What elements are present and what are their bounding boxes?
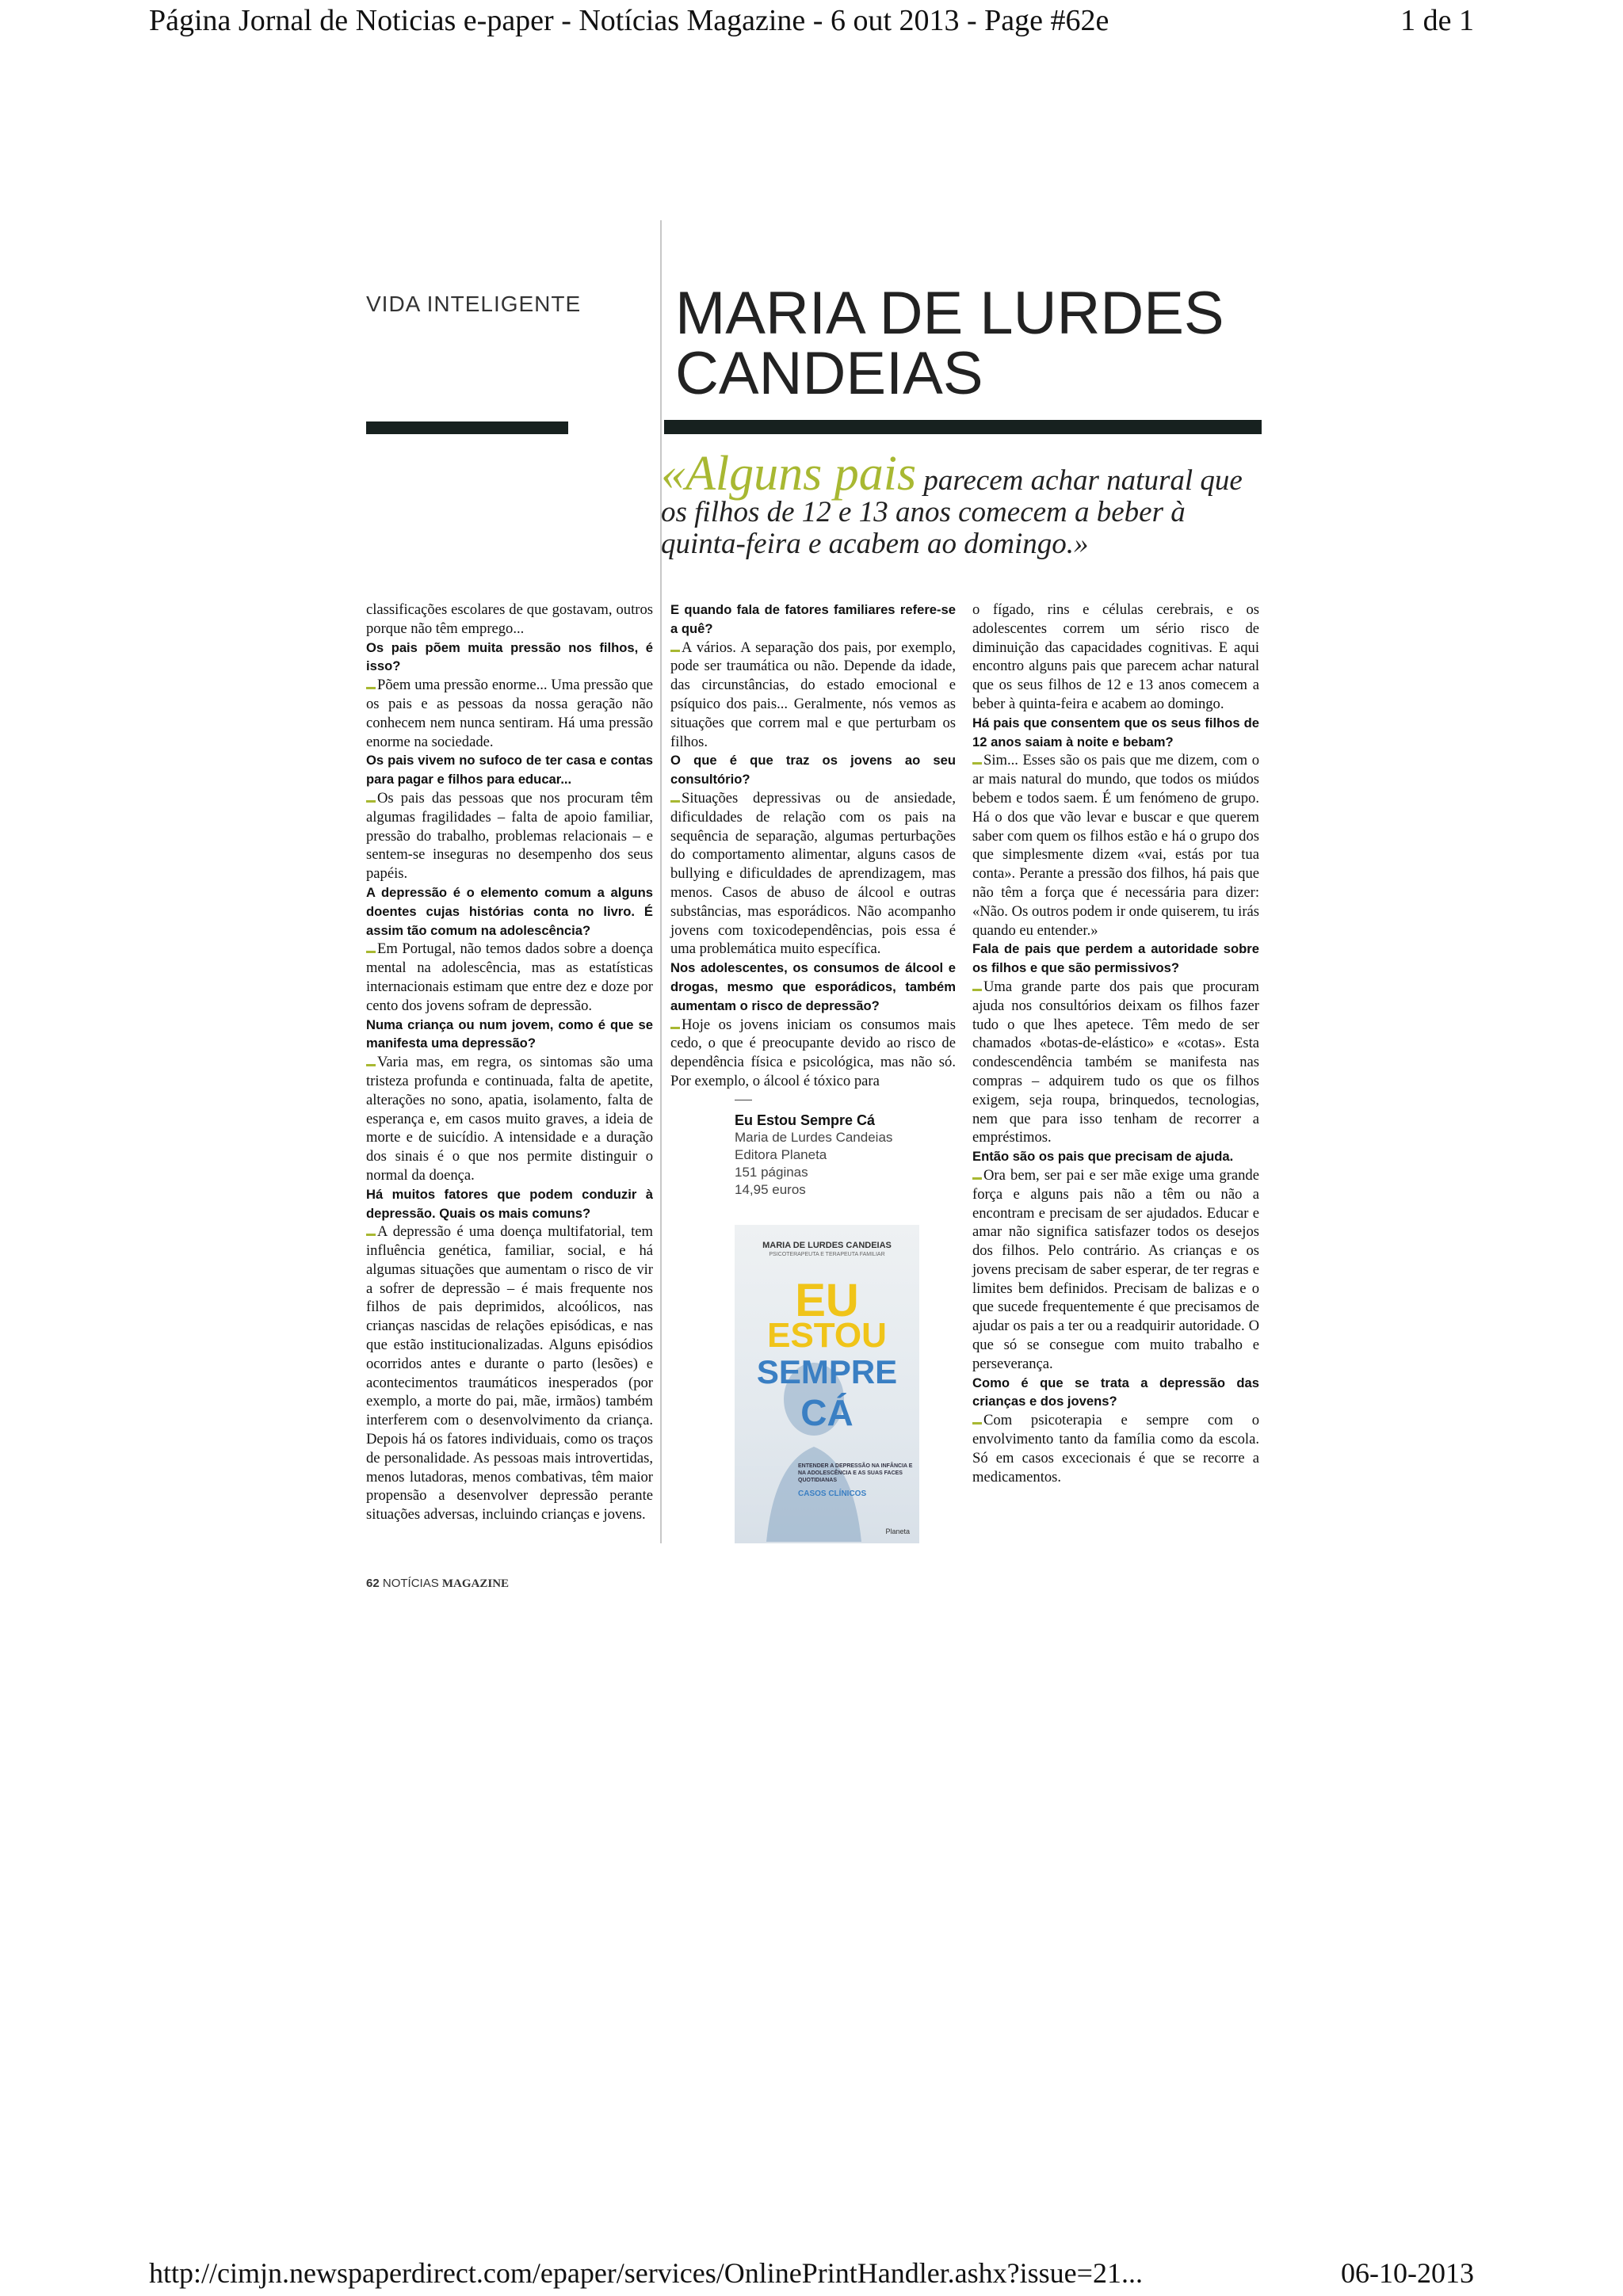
cover-title-word-1: EU — [795, 1275, 859, 1326]
paragraph-text: Ora bem, ser pai e ser mãe exige uma grande força e alguns pais não a têm ou não a encontram e precisam de ser ajudados. Educar e amar não significa satisfazer todos os desejos dos filhos. Pelo contrário. As crianças e os jovens precisam de saber esperar, de ter regras e limites bem definidos. Precisam de balizas e o que sucede frequentemente é que precisamos de ajudar os pais a ter ou a readquirir autoridade. O que só se consegue com muito trabalho e perseverança. — [972, 1166, 1259, 1372]
folio-number: 62 — [366, 1577, 380, 1590]
headline-line-1: MARIA DE LURDES — [675, 280, 1224, 347]
print-page-count: 1 de 1 — [1400, 4, 1474, 37]
book-cover-image — [735, 1225, 919, 1543]
paragraph-text: Há muitos fatores que podem conduzir à depressão. Quais os mais comuns? — [366, 1186, 653, 1221]
book-title: Eu Estou Sempre Cá — [735, 1112, 876, 1128]
cover-author: MARIA DE LURDES CANDEIAS — [762, 1241, 892, 1250]
cover-blurb: ENTENDER A DEPRESSÃO NA INFÂNCIA E NA ADOLESCÊNCIA E AS SUAS FACES QUOTIDIANAS — [798, 1463, 913, 1483]
interview-paragraph — [972, 751, 1259, 940]
answer-marker — [670, 800, 680, 803]
interview-paragraph — [972, 978, 1259, 1147]
paragraph-text: Há pais que consentem que os seus filhos de 12 anos saiam à noite e bebam? — [972, 715, 1259, 749]
book-publisher: Editora Planeta — [735, 1147, 827, 1162]
magazine-page — [366, 220, 1262, 1599]
paragraph-text: Numa criança ou num jovem, como é que se manifesta uma depressão? — [366, 1016, 653, 1051]
headline-line-2: CANDEIAS — [675, 340, 983, 407]
answer-marker — [972, 1422, 982, 1425]
paragraph-text: Fala de pais que perdem a autoridade sobre os filhos e que são permissivos? — [972, 941, 1259, 976]
paragraph-text: Hoje os jovens iniciam os consumos mais cedo, o que é preocupante devido ao risco de dependência física e psicológica, mas não só. Por exemplo, o álcool é tóxico para — [670, 1016, 956, 1089]
answer-marker — [366, 800, 376, 803]
print-header — [0, 0, 1623, 48]
column-divider — [660, 220, 662, 1543]
paragraph-text: Põem uma pressão enorme... Uma pressão que os pais e as pessoas da nossa geração não conhecem nem nunca sentiram. Há uma pressão enorme na sociedade. — [366, 677, 653, 750]
book-author: Maria de Lurdes Candeias — [735, 1130, 893, 1145]
answer-marker — [366, 1064, 376, 1066]
interview-question — [670, 959, 956, 1015]
interview-paragraph — [366, 789, 653, 883]
paragraph-text: Em Portugal, não temos dados sobre a doença mental na adolescência, mas as estatísticas internacionais estimam que entre dez e doze por cento dos jovens sofram de depressão. — [366, 940, 653, 1014]
paragraph-text: o fígado, rins e células cerebrais, e os adolescentes correm um sério risco de diminuição das capacidades cognitivas. E aqui encontro alguns pais que parecem achar natural que os seus filhos de 12 e 13 anos comecem a beber à quinta-feira e acabem ao domingo. — [972, 601, 1259, 712]
interview-question — [366, 751, 653, 789]
interview-question — [670, 751, 956, 789]
paragraph-text: O que é que traz os jovens ao seu consultório? — [670, 753, 956, 788]
book-price: 14,95 euros — [735, 1182, 806, 1197]
paragraph-text: Varia mas, em regra, os sintomas são uma tristeza profunda e continuada, falta de apetite, alterações no sono, apatia, isolamento, falta de esperança e, em casos muito graves, a ideia de morte e de suicídio. A intensidade e a duração dos sinais é o que nos permite distinguir o normal da doença. — [366, 1054, 653, 1184]
interview-question — [972, 1147, 1259, 1166]
answer-marker — [972, 1177, 982, 1180]
paragraph-text: Então são os pais que precisam de ajuda. — [972, 1149, 1234, 1165]
answer-marker — [366, 687, 376, 689]
cover-cases: CASOS CLÍNICOS — [798, 1489, 867, 1498]
interview-paragraph — [366, 676, 653, 751]
interview-question — [366, 1185, 653, 1223]
paragraph-text: Nos adolescentes, os consumos de álcool e drogas, mesmo que esporádicos, também aumentam o risco de depressão? — [670, 960, 956, 1013]
print-url: http://cimjn.newspaperdirect.com/epaper/services/OnlinePrintHandler.ashx?issue=21... — [149, 2257, 1143, 2289]
interview-paragraph — [366, 1222, 653, 1524]
paragraph-text: Uma grande parte dos pais que procuram ajuda nos consultórios deixam os filhos fazer tudo o que lhes apetece. Têm medo de ser chamados «botas-de-elástico» e «cotas». Esta condescendência também se manifesta nas compras – adquirem tudo os que os filhos exigem, seja roupa, brinquedos, tecnologias, nem que para isso tenham de recorrer a empréstimos. — [972, 978, 1259, 1146]
interview-paragraph — [670, 1016, 956, 1091]
folio-label: NOTÍCIAS — [382, 1577, 439, 1590]
cover-subtitle: PSICOTERAPEUTA E TERAPEUTA FAMILIAR — [769, 1252, 885, 1257]
interview-question — [972, 940, 1259, 978]
answer-marker — [670, 1027, 680, 1029]
paragraph-text: Com psicoterapia e sempre com o envolvimento tanto da família como da escola. Só em casos excecionais é que se recorre a medicamentos. — [972, 1412, 1259, 1486]
paragraph-text: A depressão é uma doença multifatorial, tem influência genética, familiar, social, e há algumas situações que aumentam o risco de vir a sofrer de depressão – é mais frequente nos filhos de pais deprimidos, alcoólicos, nas crianças nascidas de relações episódicas, e nas que estão institucionalizadas. Alguns episódios ocorridos antes e durante o parto (lesões) e acontecimentos traumáticos inesperados (por exemplo, a morte do pai, mãe, irmãos) também interferem com o desenvolvimento da criança. Depois há os fatores individuais, como os traços de personalidade. As pessoas mais introvertidas, menos lutadoras, menos combativas, têm maior propensão a desenvolver depressão perante situações adversas, incluindo crianças e jovens. — [366, 1223, 653, 1524]
pull-quote-text: parecem achar natural que os filhos de 12 e 13 anos comecem a beber à quinta-feira e acabem ao domingo.» — [661, 464, 1243, 560]
interview-question — [972, 1374, 1259, 1412]
interview-paragraph — [972, 601, 1259, 714]
interview-paragraph — [366, 1053, 653, 1185]
interview-paragraph — [972, 1411, 1259, 1486]
paragraph-text: classificações escolares de que gostavam, outros porque não têm emprego... — [366, 601, 653, 637]
print-footer — [0, 2248, 1623, 2296]
book-info — [735, 1100, 925, 1199]
print-date: 06-10-2013 — [1341, 2257, 1474, 2289]
answer-marker — [972, 989, 982, 991]
paragraph-text: Como é que se trata a depressão das crianças e dos jovens? — [972, 1375, 1259, 1409]
paragraph-text: Os pais das pessoas que nos procuram têm algumas fragilidades – falta de apoio familiar, pressão do trabalho, problemas relacionais – e sentem-se inseguras no desempenho dos seus papéis. — [366, 789, 653, 883]
cover-publisher-logo: Planeta — [885, 1527, 910, 1535]
paragraph-text: Os pais põem muita pressão nos filhos, é isso? — [366, 639, 653, 674]
interview-paragraph — [972, 1166, 1259, 1374]
folio-magazine: MAGAZINE — [441, 1577, 510, 1590]
interview-question — [366, 639, 653, 677]
answer-marker — [972, 762, 982, 765]
interview-paragraph — [670, 789, 956, 959]
page-folio — [366, 1577, 509, 1591]
paragraph-text: Situações depressivas ou de ansiedade, dificuldades de relação com os pais na sequência de separação, algumas perturbações do comportamento alimentar, alguns casos de bullying e dificuldades de aprendizagem, mas menos. Casos de abuso de álcool e outras substâncias, mas esporádicos. Não acompanho jovens com toxicodependências, pois essa é uma problemática muito específica. — [670, 789, 956, 958]
interview-question — [972, 714, 1259, 752]
interview-paragraph — [366, 601, 653, 639]
interview-question — [670, 601, 956, 639]
paragraph-text: E quando fala de fatores familiares refere-se a quê? — [670, 602, 956, 636]
answer-marker — [670, 650, 680, 652]
text-column-3 — [972, 601, 1259, 1486]
interview-question — [366, 883, 653, 940]
answer-marker — [366, 951, 376, 953]
interview-question — [366, 1016, 653, 1054]
section-rule — [366, 421, 568, 434]
pull-quote-highlight: «Alguns pais — [661, 447, 917, 501]
text-column-1 — [366, 601, 653, 1524]
paragraph-text: A vários. A separação dos pais, por exemplo, pode ser traumática ou não. Depende da idade, das circunstâncias, do estado emocional e psíquico dos pais... Geralmente, nós vemos as situações que correm mal e que perturbam os filhos. — [670, 639, 956, 750]
headline — [675, 280, 1246, 407]
text-column-2 — [670, 601, 956, 1091]
section-label: VIDA INTELIGENTE — [366, 292, 582, 316]
answer-marker — [366, 1234, 376, 1236]
paragraph-text: Os pais vivem no sufoco de ter casa e contas para pagar e filhos para educar... — [366, 753, 653, 788]
cover-title-word-4: CÁ — [800, 1392, 854, 1433]
cover-title-word-2: ESTOU — [767, 1316, 887, 1355]
cover-title-word-3: SEMPRE — [756, 1353, 898, 1390]
pull-quote — [661, 447, 1247, 560]
interview-paragraph — [366, 940, 653, 1015]
paragraph-text: Sim... Esses são os pais que me dizem, com o ar mais natural do mundo, que todos os miúdos bebem e todos saem. É um fenómeno de grupo. Há o dos que vão levar e buscar e que querem saber com quem os filhos estão e há o grupo dos que simplesmente dizem «vai, estás por tua conta». Perante a pressão dos filhos, há pais que não têm a força que é necessária para dizer: «Não. Os outros podem ir onde quiserem, tu irás quando eu entender.» — [972, 752, 1259, 939]
headline-rule — [664, 420, 1262, 434]
interview-paragraph — [670, 639, 956, 752]
paragraph-text: A depressão é o elemento comum a alguns doentes cujas histórias conta no livro. É assim tão comum na adolescência? — [366, 884, 653, 938]
print-page-title: Página Jornal de Noticias e-paper - Notícias Magazine - 6 out 2013 - Page #62e — [149, 4, 1109, 37]
book-pages: 151 páginas — [735, 1165, 808, 1180]
